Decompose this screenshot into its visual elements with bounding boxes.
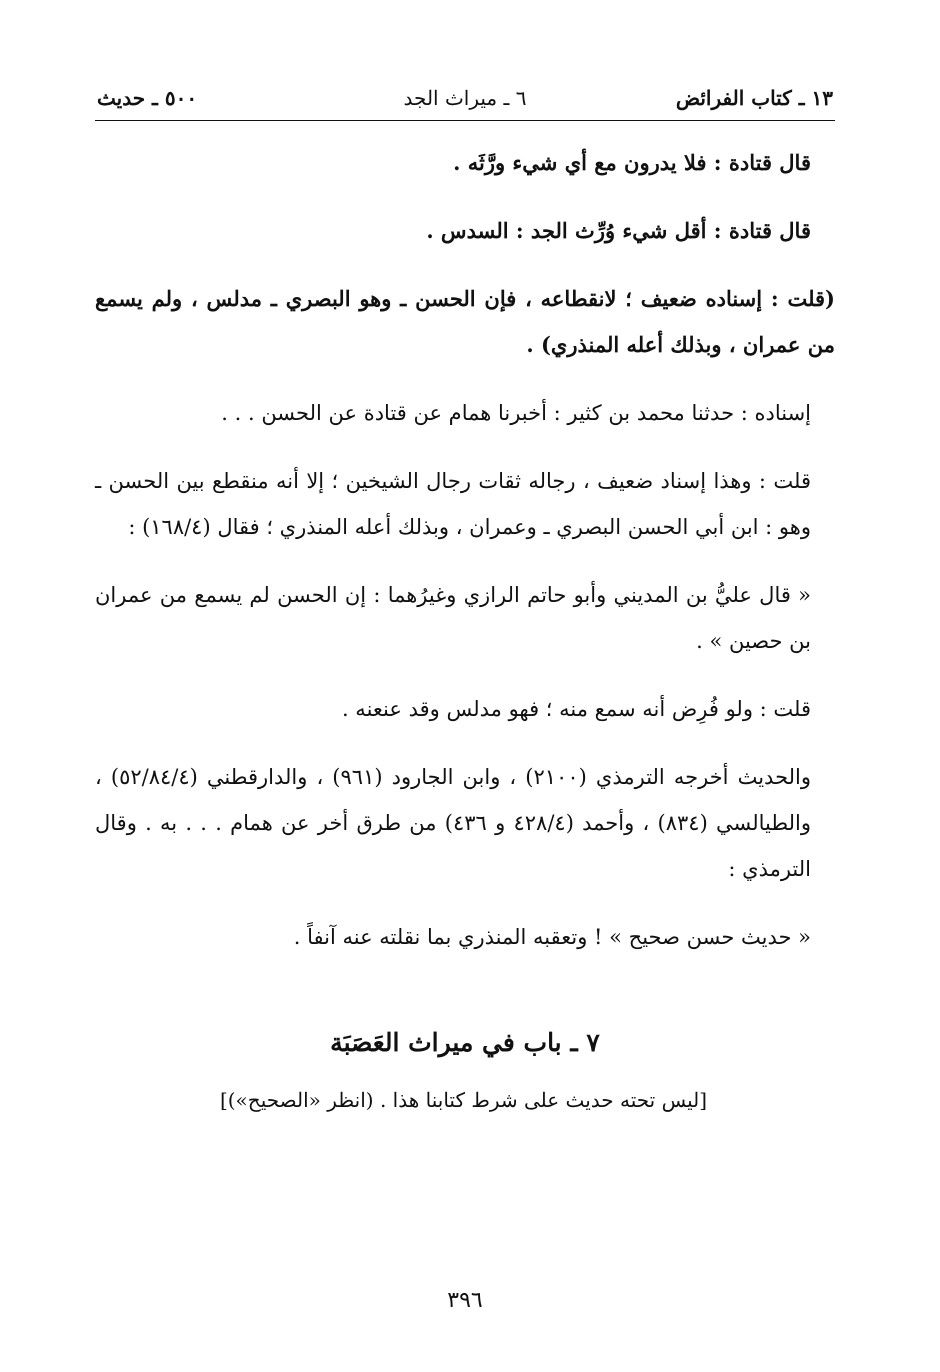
chapter-note: [ليس تحته حديث على شرط كتابنا هذا . (انظر «الصحيح»)] xyxy=(219,1088,707,1112)
takhrij-paragraph: والحديث أخرجه الترمذي (٢١٠٠) ، وابن الجارود (٩٦١) ، والدارقطني (٥٢/٨٤/٤) ، والطيالسي (٨٣٤) ، وأحمد (٤٢٨/٤ و ٤٣٦) من طرق أخر عن همام . . . به . وقال الترمذي : xyxy=(95,765,811,881)
page-body xyxy=(95,140,835,1120)
isnad-paragraph: إسناده : حدثنا محمد بن كثير : أخبرنا همام عن قتادة عن الحسن . . . xyxy=(221,401,811,425)
header-section: ٦ ـ ميراث الجد xyxy=(403,86,527,110)
tirmidhi-verdict: « حديث حسن صحيح » ! وتعقبه المنذري بما نقلته عنه آنفاً . xyxy=(293,925,811,949)
header-chapter: ١٣ ـ كتاب الفرائض xyxy=(675,86,833,110)
header-hadith-number: ٥٠٠ ـ حديث xyxy=(97,86,198,110)
page-number: ٣٩٦ xyxy=(447,1288,483,1313)
commentary-paragraph: قلت : وهذا إسناد ضعيف ، رجاله ثقات رجال الشيخين ؛ إلا أنه منقطع بين الحسن ـ وهو : ابن أبي الحسن البصري ـ وعمران ، وبذلك أعله المنذري ؛ فقال (١٦٨/٤) : xyxy=(95,469,811,539)
header-rule xyxy=(95,120,835,121)
tadlis-note: قلت : ولو فُرِض أنه سمع منه ؛ فهو مدلس وقد عنعنه . xyxy=(341,697,811,721)
chapter-heading: ٧ ـ باب في ميراث العَصَبَة xyxy=(330,1028,600,1057)
book-page xyxy=(95,78,835,1348)
author-grading: (قلت : إسناده ضعيف ؛ لانقطاعه ، فإن الحسن ـ وهو البصري ـ مدلس ، ولم يسمع من عمران ، وبذلك أعله المنذري) . xyxy=(95,286,835,357)
mundhiri-quote: « قال عليُّ بن المديني وأبو حاتم الرازي وغيرُهما : إن الحسن لم يسمع من عمران بن حصين » . xyxy=(95,583,811,653)
qatada-quote-1: قال قتادة : فلا يدرون مع أي شيء ورَّثَه . xyxy=(453,150,811,175)
running-header xyxy=(95,78,835,118)
qatada-quote-2: قال قتادة : أقل شيء وُرِّث الجد : السدس . xyxy=(426,218,811,243)
